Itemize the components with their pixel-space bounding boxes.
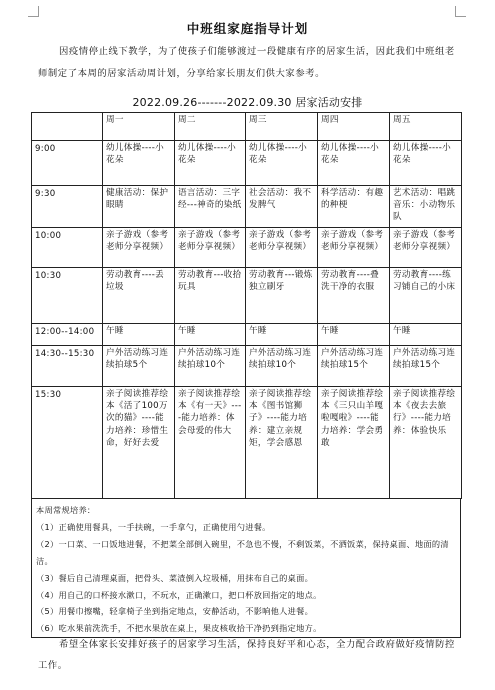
activity-cell: 幼儿体操----小花朵: [246, 141, 318, 186]
time-cell: 10:00: [32, 228, 103, 268]
time-cell: 12:00--14:00: [32, 324, 103, 346]
activity-cell: 午睡: [390, 324, 462, 346]
schedule-table: [31, 112, 462, 499]
activity-cell: 幼儿体操----小花朵: [103, 141, 175, 186]
activity-cell: 劳动教育----丢垃圾: [103, 268, 175, 324]
header-cell-tuesday: 周二: [175, 113, 246, 141]
activity-cell: 亲子阅读推荐绘本《图书馆狮子》----能力培养：建立亲规矩，学会感恩: [246, 387, 318, 499]
header-cell-wednesday: 周三: [246, 113, 318, 141]
activity-cell: 午睡: [175, 324, 246, 346]
activity-cell: 亲子游戏（参考老师分享视频）: [318, 228, 390, 268]
activity-cell: 亲子阅读推荐绘本《活了100万次的猫》----能力培养：珍惜生命，好好去爱: [103, 387, 175, 499]
activity-cell: 健康活动：保护眼睛: [103, 186, 175, 228]
document-title: 中班组家庭指导计划: [186, 21, 309, 36]
activity-cell: 午睡: [103, 324, 175, 346]
activity-cell: 科学活动：有趣的种梗: [318, 186, 390, 228]
schedule-title: 2022.09.26-------2022.09.30 居家活动安排: [132, 96, 363, 109]
activity-cell: 亲子游戏（参考老师分享视频）: [246, 228, 318, 268]
activity-cell: 劳动教育---收拾玩具: [175, 268, 246, 324]
header-cell-friday: 周五: [390, 113, 462, 141]
table-header-row: [32, 113, 462, 141]
activity-cell: 亲子阅读推荐绘本《有一天》----能力培养：体会母爱的伟大: [175, 387, 246, 499]
time-cell: 10:30: [32, 268, 103, 324]
activity-cell: 午睡: [318, 324, 390, 346]
activity-cell: 劳动教育----练习铺自己的小床: [390, 268, 462, 324]
table-row: [32, 346, 462, 387]
activity-cell: 午睡: [246, 324, 318, 346]
routine-rule: （4）用自己的口杯接水漱口，不玩水，正确漱口，把口杯放回指定的地点。: [36, 589, 322, 600]
activity-cell: 语言活动：三字经---神奇的染纸: [175, 186, 246, 228]
header-cell-corner: [32, 113, 103, 141]
table-row: [32, 186, 462, 228]
table-row: [32, 141, 462, 186]
activity-cell: 亲子游戏（参考老师分享视频）: [103, 228, 175, 268]
activity-cell: 户外活动练习连续拍球5个: [103, 346, 175, 387]
activity-cell: 幼儿体操----小花朵: [318, 141, 390, 186]
table-row: [32, 268, 462, 324]
table-row: [32, 228, 462, 268]
activity-cell: 幼儿体操----小花朵: [175, 141, 246, 186]
table-row: [32, 387, 462, 499]
activity-cell: 户外活动练习连续拍球10个: [246, 346, 318, 387]
intro-paragraph: 因疫情停止线下教学，为了使孩子们能够渡过一段健康有序的居家生活，因此我们中班组老师制定了本周的居家活动周计划，分享给家长朋友们供大家参考。: [38, 46, 455, 79]
activity-cell: 亲子游戏（参考老师分享视频）: [390, 228, 462, 268]
closing-paragraph: 希望全体家长安排好孩子的居家学习生活，保持良好平和心态，全力配合政府做好疫情防控工作。: [38, 639, 455, 671]
activity-cell: 劳动教育----叠洗干净的衣服: [318, 268, 390, 324]
activity-cell: 亲子阅读推荐绘本《夜去去旅行》----能力培养：体验快乐: [390, 387, 462, 499]
activity-cell: 亲子游戏（参考老师分享视频）: [175, 228, 246, 268]
activity-cell: 亲子阅读推荐绘本《三只山羊嘎啦嘎啦》----能力培养：学会勇敢: [318, 387, 390, 499]
header-cell-thursday: 周四: [318, 113, 390, 141]
routine-rule: （2）一口菜、一口饭地进餐，不把菜全部倒入碗里，不急也不慢，不剩饭菜，不洒饭菜，保持桌面、地面的清洁。: [36, 538, 449, 566]
time-cell: 14:30--15:30: [32, 346, 103, 387]
routine-notes-box: [31, 498, 461, 638]
activity-cell: 社会活动：我不发脾气: [246, 186, 318, 228]
activity-cell: 艺术活动：唱跳音乐：小动物乐队: [390, 186, 462, 228]
time-cell: 9:30: [32, 186, 103, 228]
routine-rule: （1）正确使用餐具，一手扶碗，一手拿勺，正确使用勺进餐。: [36, 521, 271, 532]
time-cell: 9:00: [32, 141, 103, 186]
activity-cell: 幼儿体操----小花朵: [390, 141, 462, 186]
routine-notes-heading: 本周常规培养：: [36, 505, 96, 515]
activity-cell: 户外活动练习连续拍球10个: [175, 346, 246, 387]
routine-rule: （6）吃水果前洗洗手，不把水果放在桌上，果皮核收拾干净扔到指定地方。: [36, 623, 322, 634]
routine-rule: （3）餐后自己清理桌面，把骨头、菜渣倒入垃圾桶，用抹布自己的桌面。: [36, 572, 314, 583]
page-corner-mark-left: [28, 6, 39, 17]
activity-cell: 户外活动练习连续拍球15个: [318, 346, 390, 387]
header-cell-monday: 周一: [103, 113, 175, 141]
page-corner-mark-right: [455, 6, 466, 17]
activity-cell: 户外活动练习连续拍球15个: [390, 346, 462, 387]
routine-rule: （5）用餐巾擦嘴，轻拿椅子坐到指定地点，安静活动，不影响他人进餐。: [36, 606, 314, 617]
time-cell: 15:30: [32, 387, 103, 499]
table-row: [32, 324, 462, 346]
activity-cell: 劳动教育---锻炼独立刷牙: [246, 268, 318, 324]
